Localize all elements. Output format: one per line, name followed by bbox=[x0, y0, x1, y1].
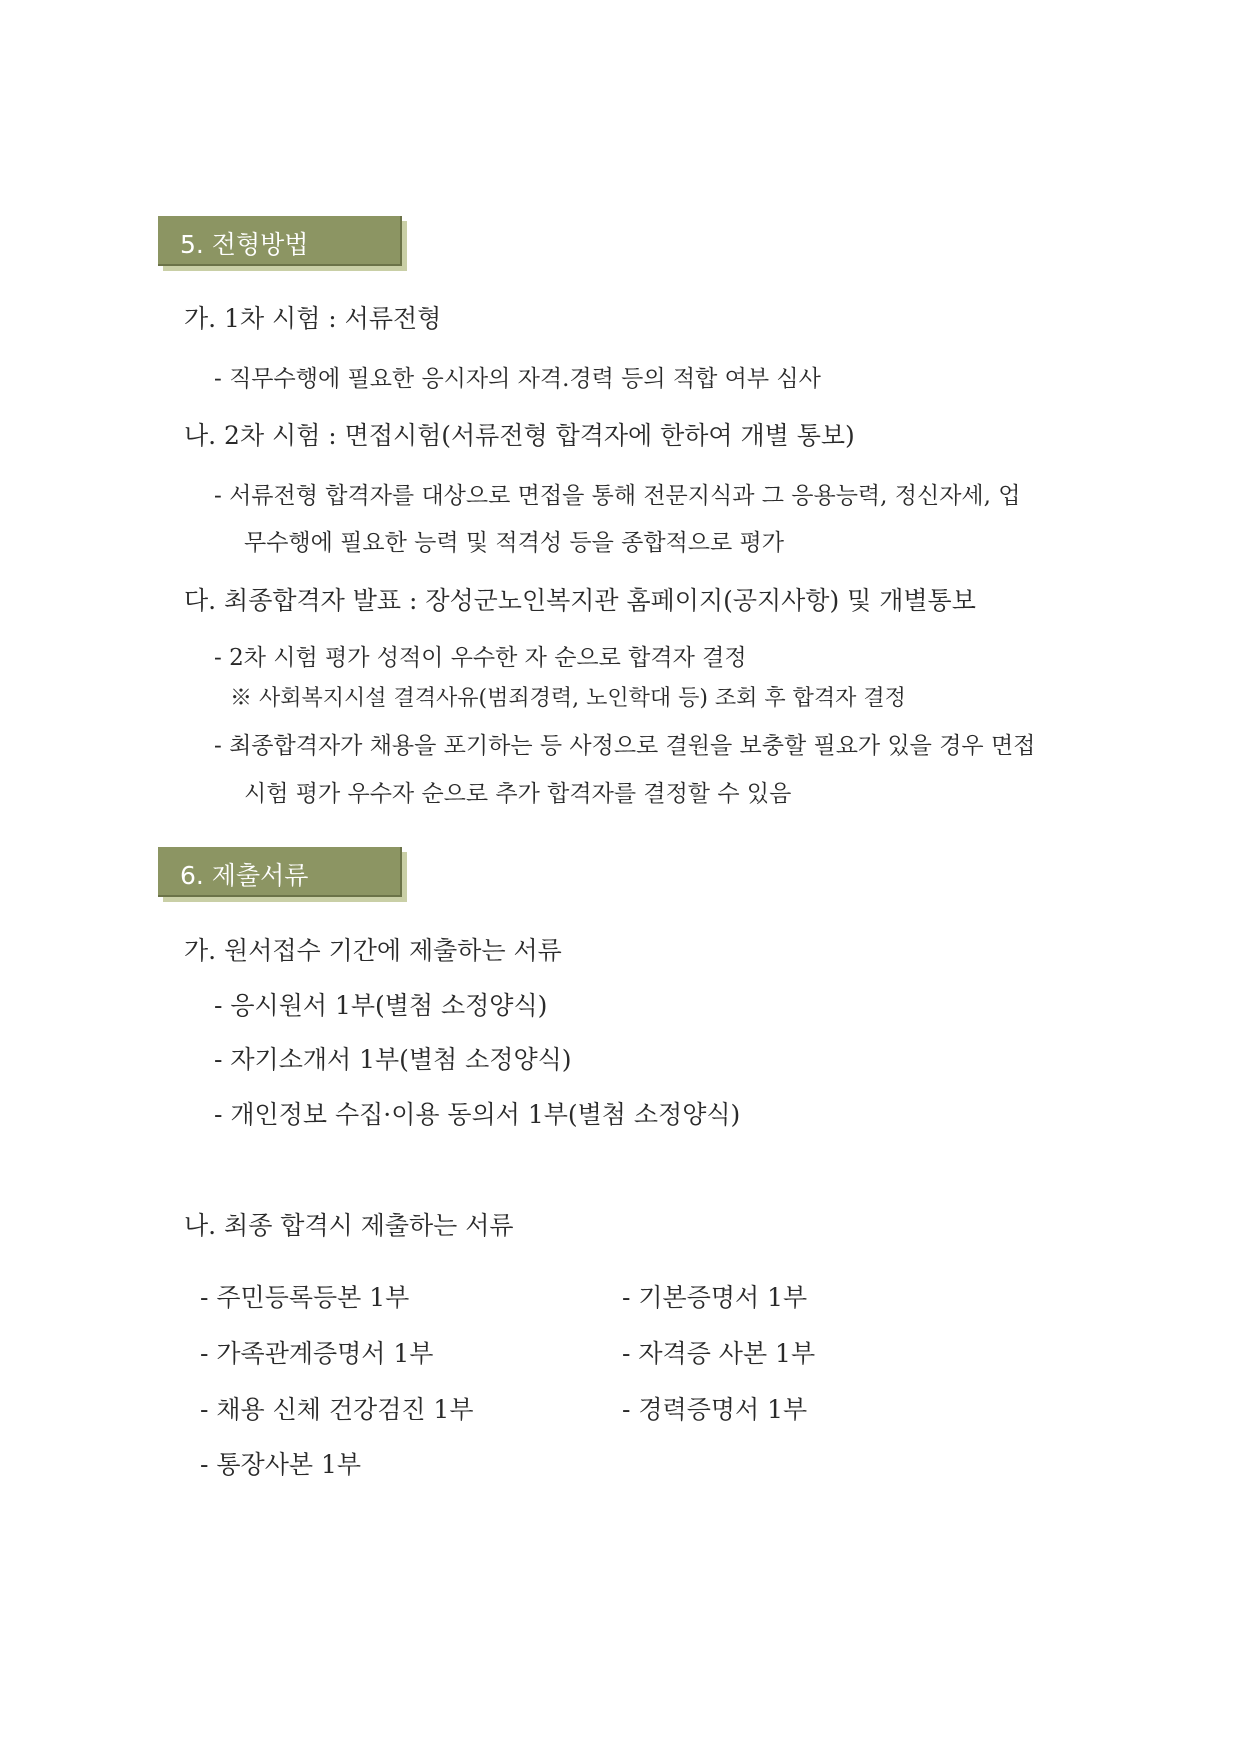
list-item: - 경력증명서 1부 bbox=[622, 1395, 808, 1424]
exam-2-heading: 나. 2차 시험 : 면접시험(서류전형 합격자에 한하여 개별 통보) bbox=[184, 421, 855, 450]
list-item: - 기본증명서 1부 bbox=[622, 1283, 808, 1312]
final-detail-line2: - 최종합격자가 채용을 포기하는 등 사정으로 결원을 보충할 필요가 있을 경우 면접 bbox=[214, 733, 1036, 759]
section-5-header bbox=[158, 216, 402, 266]
section-6-header bbox=[158, 847, 402, 897]
docs-application-heading: 가. 원서접수 기간에 제출하는 서류 bbox=[184, 936, 562, 965]
list-item: - 가족관계증명서 1부 bbox=[200, 1339, 434, 1368]
list-item: - 응시원서 1부(별첨 소정양식) bbox=[214, 991, 548, 1020]
section-5-title: 5. 전형방법 bbox=[180, 230, 309, 259]
final-announcement-heading: 다. 최종합격자 발표 : 장성군노인복지관 홈페이지(공지사항) 및 개별통보 bbox=[184, 586, 976, 615]
exam-1-heading: 가. 1차 시험 : 서류전형 bbox=[184, 304, 442, 333]
list-item: - 통장사본 1부 bbox=[200, 1450, 361, 1479]
list-item: - 개인정보 수집·이용 동의서 1부(별첨 소정양식) bbox=[214, 1100, 741, 1129]
exam-2-detail-line1: - 서류전형 합격자를 대상으로 면접을 통해 전문지식과 그 응용능력, 정신자세, 업 bbox=[214, 483, 1021, 509]
final-note: ※ 사회복지시설 결격사유(범죄경력, 노인학대 등) 조회 후 합격자 결정 bbox=[230, 686, 906, 711]
exam-1-detail: - 직무수행에 필요한 응시자의 자격.경력 등의 적합 여부 심사 bbox=[214, 366, 821, 392]
final-detail-line1: - 2차 시험 평가 성적이 우수한 자 순으로 합격자 결정 bbox=[214, 645, 747, 671]
list-item: - 채용 신체 건강검진 1부 bbox=[200, 1395, 474, 1424]
final-detail-line3: 시험 평가 우수자 순으로 추가 합격자를 결정할 수 있음 bbox=[244, 781, 792, 807]
list-item: - 자기소개서 1부(별첨 소정양식) bbox=[214, 1045, 572, 1074]
list-item: - 주민등록등본 1부 bbox=[200, 1283, 410, 1312]
docs-final-heading: 나. 최종 합격시 제출하는 서류 bbox=[184, 1211, 514, 1240]
list-item: - 자격증 사본 1부 bbox=[622, 1339, 816, 1368]
exam-2-detail-line2: 무수행에 필요한 능력 및 적격성 등을 종합적으로 평가 bbox=[244, 530, 784, 556]
section-6-title: 6. 제출서류 bbox=[180, 861, 309, 890]
